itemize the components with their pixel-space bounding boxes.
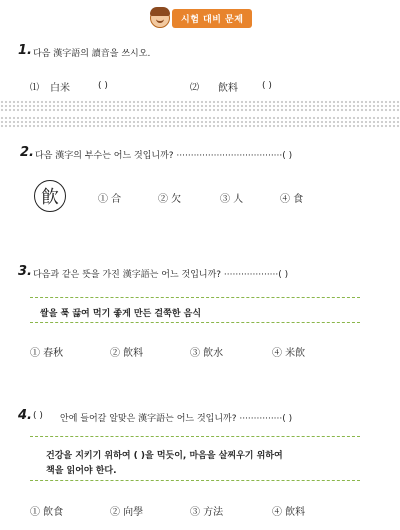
- q1-item2-marker: ⑵: [190, 83, 200, 93]
- q4-option-3[interactable]: ③ 方法: [190, 507, 224, 518]
- question-1-number: 1.: [18, 43, 32, 58]
- q1-item1-answer-blank[interactable]: ( ): [98, 81, 108, 91]
- question-3-text: 다음과 같은 뜻을 가진 漢字語는 어느 것입니까? ···················( ): [33, 270, 289, 280]
- q4-option-1[interactable]: ① 飮食: [30, 507, 64, 518]
- q3-option-4[interactable]: ④ 米飮: [272, 348, 306, 359]
- q3-option-2[interactable]: ② 飮料: [110, 348, 144, 359]
- q3-box-bottom-border: [30, 322, 360, 323]
- q4-option-4[interactable]: ④ 飮料: [272, 507, 306, 518]
- section-header: [150, 8, 252, 28]
- dotted-band-top: [0, 100, 400, 112]
- q4-box-bottom-border: [30, 480, 360, 481]
- question-3-number: 3.: [18, 264, 32, 279]
- q2-option-1[interactable]: ① 合: [98, 194, 122, 205]
- q2-option-3[interactable]: ③ 人: [220, 194, 244, 205]
- q2-option-4[interactable]: ④ 食: [280, 194, 304, 205]
- q1-item1-marker: ⑴: [30, 83, 40, 93]
- question-2-number: 2.: [20, 145, 34, 160]
- q1-item1-word: 白米: [50, 83, 70, 94]
- q4-box-line-2: 책을 읽어야 한다.: [46, 466, 117, 476]
- q3-option-3[interactable]: ③ 飮水: [190, 348, 224, 359]
- q1-item2-answer-blank[interactable]: ( ): [262, 81, 272, 91]
- question-4-number: 4.: [18, 408, 32, 423]
- question-4-text: 안에 들어갈 알맞은 漢字語는 어느 것입니까? ···············( ): [60, 414, 293, 424]
- question-1-text: 다음 漢字語의 讀音을 쓰시오.: [33, 49, 151, 59]
- q1-item2-word: 飮料: [218, 83, 238, 94]
- q4-box-top-border: [30, 436, 360, 437]
- q4-option-2[interactable]: ② 向學: [110, 507, 144, 518]
- q2-option-2[interactable]: ② 欠: [158, 194, 182, 205]
- q4-box-line-1: 건강을 지키기 위하여 ( )을 먹듯이, 마음을 살찌우기 위하여: [46, 451, 283, 461]
- header-badge: 시험 대비 문제: [172, 9, 252, 28]
- target-hanja: 飮: [34, 180, 66, 212]
- q3-box-text: 쌀을 푹 끓여 먹기 좋게 만든 걸쭉한 음식: [40, 309, 202, 319]
- question-4-prefix: ( ): [33, 411, 43, 421]
- dotted-band-bottom: [0, 116, 400, 128]
- mascot-icon: [150, 8, 170, 28]
- q3-box-top-border: [30, 297, 360, 298]
- q3-option-1[interactable]: ① 春秋: [30, 348, 64, 359]
- question-2-text: 다음 漢字의 부수는 어느 것입니까? ·····································( ): [35, 151, 293, 161]
